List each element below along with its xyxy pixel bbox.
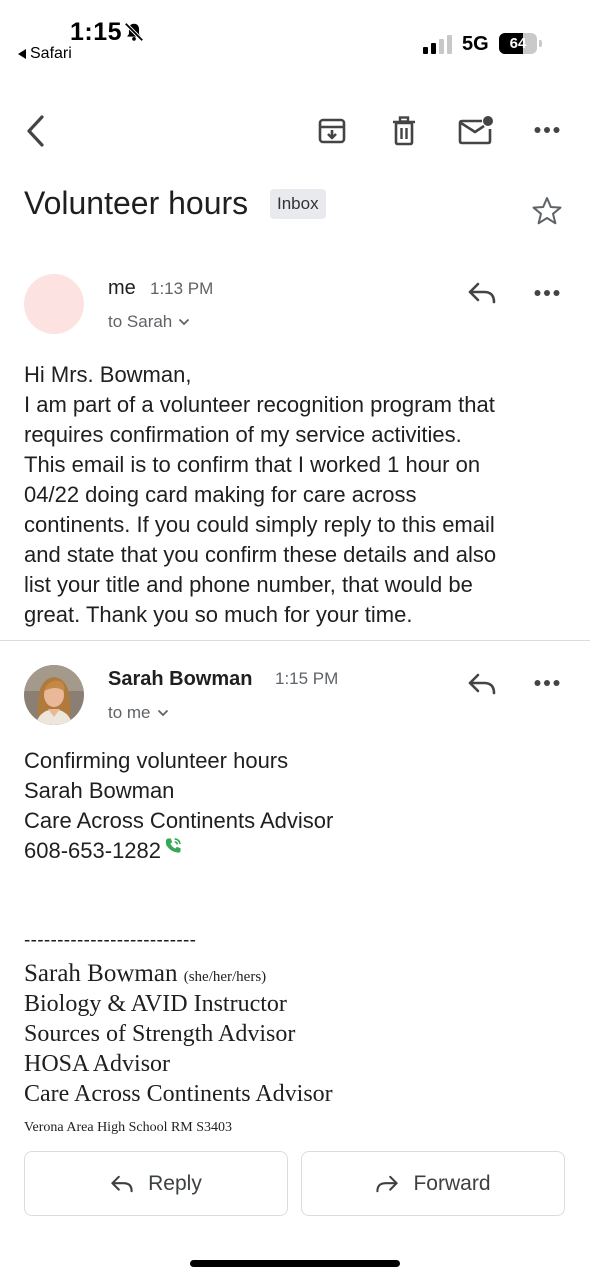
phone-number-link[interactable]: 608-653-1282 (24, 838, 162, 863)
message-sender: Sarah Bowman (108, 668, 253, 690)
back-to-app-link[interactable] (18, 45, 72, 63)
recipient-label: to me (108, 703, 151, 722)
message-more-icon[interactable] (530, 281, 564, 305)
battery-percent: 64 (509, 35, 527, 52)
mark-unread-icon[interactable] (456, 112, 496, 148)
back-arrow-icon[interactable] (18, 112, 52, 150)
battery-nub (539, 40, 542, 47)
recipient-label: to Sarah (108, 312, 173, 331)
body-line: list your title and phone number, that would be (24, 572, 473, 597)
body-line: Confirming volunteer hours (24, 748, 289, 773)
message-divider (0, 640, 590, 641)
inbox-label-badge[interactable]: Inbox (270, 189, 326, 219)
star-icon[interactable] (531, 195, 563, 232)
message-body (24, 360, 496, 630)
trash-icon[interactable] (386, 113, 422, 149)
body-line: requires confirmation of my service activities. (24, 422, 462, 447)
signature-name: Sarah Bowman (24, 960, 178, 987)
message-more-icon[interactable] (530, 671, 564, 695)
battery-icon (499, 33, 537, 54)
signature-title: Care Across Continents Advisor (24, 1081, 333, 1107)
reply-button[interactable] (24, 1151, 288, 1216)
email-subject: Volunteer hours (24, 185, 249, 221)
signal-strength-icon (423, 35, 452, 54)
status-bar (0, 0, 590, 76)
signature-title: HOSA Advisor (24, 1051, 171, 1077)
more-options-icon[interactable] (530, 118, 564, 142)
signature-name-line (24, 960, 266, 988)
chevron-down-icon (178, 318, 190, 326)
phone-line (24, 836, 333, 866)
body-line: This email is to confirm that I worked 1 hour on (24, 452, 481, 477)
recipient-details-toggle[interactable] (108, 312, 190, 332)
body-line: Sarah Bowman (24, 778, 175, 803)
forward-button-label: Forward (413, 1171, 491, 1195)
forward-icon (375, 1174, 399, 1194)
message-body (24, 746, 333, 866)
archive-icon[interactable] (314, 113, 350, 149)
back-triangle-icon (18, 49, 26, 59)
body-line: continents. If you could simply reply to this email (24, 512, 495, 537)
avatar[interactable] (24, 274, 84, 334)
reply-icon[interactable] (464, 669, 500, 699)
body-line: I am part of a volunteer recognition program that (24, 392, 495, 417)
signature-school: Verona Area High School RM S3403 (24, 1120, 233, 1135)
body-line: Care Across Continents Advisor (24, 808, 334, 833)
network-type: 5G (462, 33, 489, 55)
signature-title: Sources of Strength Advisor (24, 1021, 296, 1047)
reply-icon (110, 1174, 134, 1194)
message-time: 1:15 PM (275, 669, 339, 688)
body-line: great. Thank you so much for your time. (24, 602, 413, 627)
bell-off-icon (123, 21, 145, 48)
home-indicator[interactable] (190, 1260, 400, 1267)
signature-separator: -------------------------- (24, 930, 197, 951)
reply-button-label: Reply (148, 1171, 202, 1195)
body-line: Hi Mrs. Bowman, (24, 362, 192, 387)
avatar[interactable] (24, 665, 84, 725)
message-time: 1:13 PM (150, 279, 214, 298)
forward-button[interactable] (301, 1151, 565, 1216)
status-time: 1:15 (70, 18, 123, 46)
recipient-details-toggle[interactable] (108, 703, 169, 723)
body-line: 04/22 doing card making for care across (24, 482, 417, 507)
signature-pronouns: (she/her/hers) (183, 969, 267, 985)
signature-title: Biology & AVID Instructor (24, 991, 287, 1017)
body-line: and state that you confirm these details and also (24, 542, 497, 567)
back-app-label: Safari (30, 45, 72, 62)
reply-icon[interactable] (464, 278, 500, 308)
phone-call-icon[interactable] (163, 836, 183, 856)
chevron-down-icon (157, 709, 169, 717)
message-sender: me (108, 277, 136, 299)
